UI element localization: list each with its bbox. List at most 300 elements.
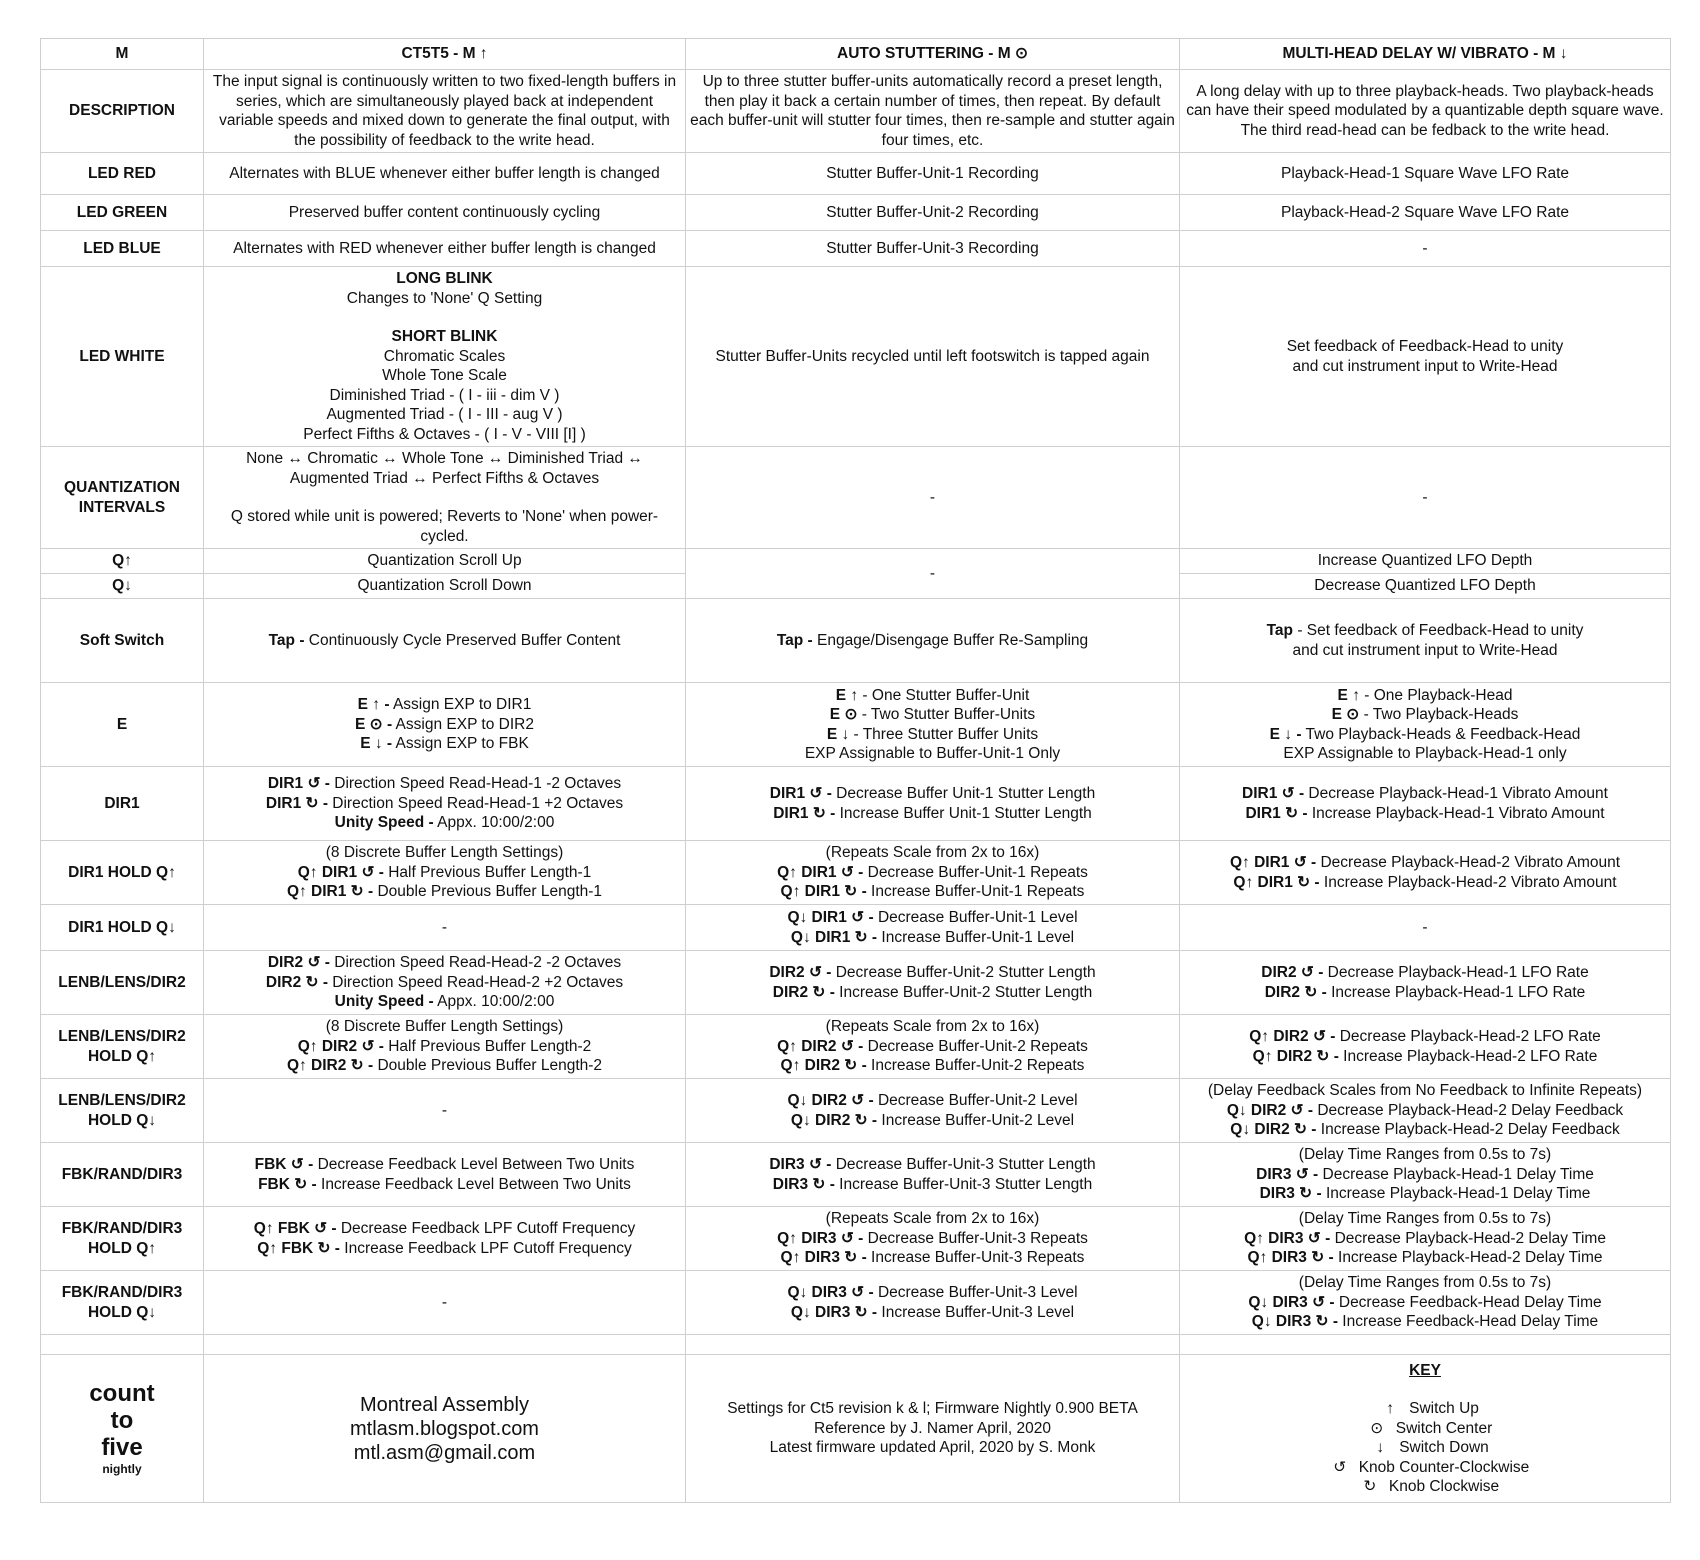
control-label: DIR2 ↻ - <box>265 973 328 991</box>
row-label <box>41 1079 204 1143</box>
cell-auto-stuttering: - <box>686 447 1180 549</box>
control-label: E ↓ <box>826 725 850 743</box>
cell-multi-head-delay <box>1180 599 1671 683</box>
control-label: DIR2 ↺ - <box>267 954 330 972</box>
cell-line <box>1184 1248 1666 1268</box>
cell-line: Set feedback of Feedback-Head to unity <box>1286 338 1564 355</box>
cell-line <box>690 1056 1175 1076</box>
version-notes <box>686 1355 1180 1503</box>
key-row <box>1184 1399 1666 1419</box>
row-label: LENB/LENS/DIR2 <box>41 951 204 1015</box>
cell-line <box>1184 1293 1666 1313</box>
cell-line <box>690 1303 1175 1323</box>
control-label: DIR3 ↺ - <box>769 1156 832 1173</box>
cell-ct5t5: - <box>204 1079 686 1143</box>
cell-ct5t5: Quantization Scroll Down <box>204 574 686 599</box>
cell-line <box>690 744 1175 764</box>
cell-text: Direction Speed Read-Head-1 +2 Octaves <box>327 794 624 812</box>
brand-word: to <box>110 1407 134 1434</box>
control-label: Q↑ DIR3 ↺ - <box>1244 1229 1331 1247</box>
brand-sub: nightly <box>102 1462 142 1476</box>
cell-text: (Delay Feedback Scales from No Feedback to Infinite Repeats) <box>1207 1082 1643 1100</box>
cell-auto-stuttering <box>686 951 1180 1015</box>
cell-ct5t5 <box>204 841 686 905</box>
cell-text: Decrease Playback-Head-2 Vibrato Amount <box>1316 854 1621 871</box>
cell-auto-stuttering <box>686 767 1180 841</box>
cell-multi-head-delay <box>1180 951 1671 1015</box>
cell-line <box>1184 983 1666 1003</box>
cell-line <box>690 1209 1175 1229</box>
cell-line: and cut instrument input to Write-Head <box>1292 641 1558 659</box>
control-label: DIR3 ↻ - <box>1259 1185 1322 1203</box>
control-label: Q↑ DIR1 ↺ - <box>1229 854 1317 871</box>
row-label: LED WHITE <box>41 267 204 447</box>
cell-text: Assign EXP to FBK <box>392 735 529 753</box>
control-label: E ⊙ - <box>355 715 393 733</box>
cell-ct5t5: Quantization Scroll Up <box>204 549 686 574</box>
cell-text: Direction Speed Read-Head-2 +2 Octaves <box>327 973 624 991</box>
cell-text: Increase Buffer-Unit-2 Level <box>877 1111 1075 1129</box>
cell-line <box>690 843 1175 863</box>
cell-line <box>1184 784 1666 804</box>
cell-line: Augmented Triad ↔ Perfect Fifths & Octaves <box>289 469 600 487</box>
cell-text: Increase Playback-Head-1 Vibrato Amount <box>1307 804 1605 822</box>
cell-text: Increase Playback-Head-2 Delay Feedback <box>1316 1121 1620 1139</box>
control-label: Unity Speed - <box>334 993 434 1011</box>
header-auto-stuttering: AUTO STUTTERING - M ⊙ <box>686 39 1180 70</box>
cell-line <box>690 1037 1175 1057</box>
cell-auto-stuttering: - <box>686 549 1180 599</box>
reference-table <box>40 38 1671 1503</box>
cell-ct5t5 <box>204 1143 686 1207</box>
row-spacer <box>41 1335 1671 1355</box>
row-label: Q↑ <box>41 549 204 574</box>
cell-line <box>1184 1101 1666 1121</box>
cell-line <box>1184 1165 1666 1185</box>
cell-text: Continuously Cycle Preserved Buffer Content <box>304 631 621 649</box>
cell-ct5t5 <box>204 767 686 841</box>
cell-text: Increase Buffer-Unit-1 Repeats <box>866 883 1085 901</box>
cell-line <box>690 882 1175 902</box>
cell-line <box>690 928 1175 948</box>
control-label: Q↑ DIR1 ↻ - <box>286 883 374 901</box>
control-label: DIR3 ↻ - <box>772 1175 835 1193</box>
control-label: E ⊙ <box>829 706 858 723</box>
control-label: Q↓ DIR2 ↺ - <box>787 1092 874 1109</box>
cell-text: Increase Playback-Head-1 LFO Rate <box>1326 983 1586 1001</box>
switch-down-icon: ↓ <box>1376 1439 1385 1456</box>
brand-word: count <box>89 1380 155 1407</box>
cell-line <box>1184 686 1666 706</box>
cell-auto-stuttering <box>686 1271 1180 1335</box>
cell-text: Increase Buffer-Unit-3 Repeats <box>866 1249 1085 1267</box>
control-label: DIR1 ↺ - <box>267 775 330 793</box>
control-label: DIR2 ↺ - <box>769 964 832 981</box>
row-label <box>41 1015 204 1079</box>
control-label: DIR1 ↻ - <box>773 804 836 822</box>
row-label <box>41 1207 204 1271</box>
cell-text: Double Previous Buffer Length-1 <box>373 883 603 901</box>
cell-line <box>208 882 681 902</box>
cell-line <box>690 784 1175 804</box>
notes-line: Latest firmware updated April, 2020 by S. Monk <box>769 1439 1096 1457</box>
cell-line: and cut instrument input to Write-Head <box>1292 357 1558 375</box>
cell-line <box>1184 1312 1666 1332</box>
cell-multi-head-delay <box>1180 767 1671 841</box>
row-dir1-hold-q-down <box>41 905 1671 951</box>
control-label: DIR2 ↻ - <box>772 983 835 1001</box>
cell-line <box>690 1155 1175 1175</box>
cell-auto-stuttering: Up to three stutter buffer-units automatically record a preset length, then play it back a certain number of times, then repeat. By default each buffer-unit will stutter four times, then re-sample and stutter again four times, etc. <box>686 70 1180 153</box>
cell-text: (Repeats Scale from 2x to 16x) <box>825 844 1040 862</box>
knob-clockwise-icon: ↻ <box>1363 1478 1377 1495</box>
cell-line <box>208 992 681 1012</box>
row-label-line: HOLD Q↓ <box>87 1303 157 1321</box>
cell-text: Decrease Playback-Head-2 Delay Time <box>1330 1229 1606 1247</box>
symbol-key <box>1180 1355 1671 1503</box>
key-row <box>1184 1419 1666 1439</box>
header-mode: M <box>41 39 204 70</box>
cell-text: Decrease Buffer-Unit-1 Repeats <box>863 863 1088 881</box>
cell-text: Decrease Playback-Head-1 LFO Rate <box>1323 964 1589 981</box>
control-label: DIR1 ↺ - <box>769 785 832 802</box>
cell-line: None ↔ Chromatic ↔ Whole Tone ↔ Diminished Triad ↔ <box>246 450 643 467</box>
cell-line <box>1184 804 1666 824</box>
key-row <box>1184 1438 1666 1458</box>
cell-text: Assign EXP to DIR1 <box>389 696 532 714</box>
row-label-line: LENB/LENS/DIR2 <box>58 1028 186 1045</box>
row-q-up <box>41 549 1671 574</box>
control-label: Q↑ DIR1 ↺ - <box>297 863 384 881</box>
cell-line: Q stored while unit is powered; Reverts to 'None' when power-cycled. <box>230 508 659 545</box>
control-label: E ↓ - <box>360 735 393 753</box>
control-label: Q↓ DIR2 ↻ - <box>790 1111 878 1129</box>
row-dir1 <box>41 767 1671 841</box>
cell-text: Double Previous Buffer Length-2 <box>373 1057 603 1075</box>
control-label: Q↑ DIR1 ↺ - <box>777 863 864 881</box>
cell-multi-head-delay: - <box>1180 231 1671 267</box>
cell-line <box>208 953 681 973</box>
cell-line <box>208 1239 681 1259</box>
cell-line <box>208 715 681 735</box>
cell-line <box>690 963 1175 983</box>
cell-text: - Two Stutter Buffer-Units <box>857 706 1036 723</box>
cell-text: (Delay Time Ranges from 0.5s to 7s) <box>1298 1274 1552 1292</box>
cell-ct5t5 <box>204 1015 686 1079</box>
cell-text: Decrease Playback-Head-2 Delay Feedback <box>1313 1101 1624 1119</box>
cell-auto-stuttering <box>686 1015 1180 1079</box>
cell-line <box>690 908 1175 928</box>
cell-line <box>208 774 681 794</box>
row-label <box>41 447 204 549</box>
short-blink-line: Whole Tone Scale <box>382 367 507 384</box>
cell-auto-stuttering <box>686 1143 1180 1207</box>
cell-ct5t5: - <box>204 905 686 951</box>
cell-line <box>1184 1027 1666 1047</box>
cell-text: - One Playback-Head <box>1359 686 1513 704</box>
control-label: DIR1 ↺ - <box>1242 785 1305 802</box>
cell-line <box>690 705 1175 725</box>
cell-text: Two Playback-Heads & Feedback-Head <box>1301 725 1581 743</box>
row-fbk-rand-dir3-hold-q-up <box>41 1207 1671 1271</box>
header-ct5t5: CT5T5 - M ↑ <box>204 39 686 70</box>
row-lenb-lens-dir2 <box>41 951 1671 1015</box>
control-label: Q↑ DIR1 ↻ - <box>1233 873 1320 891</box>
row-label-line: HOLD Q↑ <box>87 1239 157 1257</box>
cell-line <box>208 794 681 814</box>
cell-text: Decrease Buffer-Unit-2 Repeats <box>863 1037 1088 1055</box>
cell-line <box>1184 1120 1666 1140</box>
row-led-white <box>41 267 1671 447</box>
cell-multi-head-delay: - <box>1180 905 1671 951</box>
cell-auto-stuttering <box>686 905 1180 951</box>
control-label: Q↓ DIR3 ↻ - <box>790 1303 878 1321</box>
cell-text: Increase Feedback-Head Delay Time <box>1338 1313 1599 1331</box>
email-link[interactable]: mtl.asm@gmail.com <box>353 1441 536 1464</box>
row-label-line: HOLD Q↑ <box>87 1047 157 1065</box>
cell-text: Appx. 10:00/2:00 <box>433 993 555 1011</box>
cell-text: Increase Playback-Head-1 Delay Time <box>1321 1185 1591 1203</box>
cell-multi-head-delay <box>1180 683 1671 767</box>
row-label: DIR1 HOLD Q↓ <box>41 905 204 951</box>
cell-text: Increase Buffer-Unit-2 Stutter Length <box>834 983 1093 1001</box>
cell-text: Decrease Buffer-Unit-1 Level <box>873 909 1078 926</box>
row-label-line: LENB/LENS/DIR2 <box>58 1092 186 1109</box>
key-text: Knob Clockwise <box>1388 1478 1500 1495</box>
row-label-line: FBK/RAND/DIR3 <box>61 1220 183 1237</box>
cell-line <box>690 863 1175 883</box>
cell-auto-stuttering <box>686 683 1180 767</box>
key-list <box>1184 1399 1666 1497</box>
cell-ct5t5 <box>204 267 686 447</box>
switch-up-icon: ↑ <box>1386 1400 1394 1417</box>
cell-ct5t5 <box>204 683 686 767</box>
cell-line <box>690 804 1175 824</box>
cell-text: (Delay Time Ranges from 0.5s to 7s) <box>1298 1210 1552 1228</box>
website-link[interactable]: mtlasm.blogspot.com <box>350 1417 539 1440</box>
cell-text: Decrease Buffer-Unit-3 Repeats <box>863 1229 1088 1247</box>
cell-line <box>690 1248 1175 1268</box>
long-blink-text: Changes to 'None' Q Setting <box>346 289 543 307</box>
cell-ct5t5: - <box>204 1271 686 1335</box>
cell-ct5t5: The input signal is continuously written to two fixed-length buffers in series, which are simultaneously played back at independent variable speeds and mixed down to generate the final output, with the possibility of feedback to the write head. <box>204 70 686 153</box>
control-label: Q↑ DIR3 ↻ - <box>780 1249 867 1267</box>
cell-text: Increase Buffer-Unit-1 Level <box>877 928 1075 946</box>
cell-auto-stuttering: Stutter Buffer-Units recycled until left footswitch is tapped again <box>686 267 1180 447</box>
control-label: Q↓ DIR2 ↺ - <box>1226 1101 1314 1119</box>
key-row <box>1184 1458 1666 1478</box>
row-label: LED GREEN <box>41 195 204 231</box>
cell-line <box>1184 1081 1666 1101</box>
control-label: E ↑ - <box>357 696 390 714</box>
cell-text: Increase Buffer Unit-1 Stutter Length <box>835 804 1092 822</box>
cell-line <box>690 983 1175 1003</box>
control-label: Q↑ DIR2 ↻ - <box>286 1057 374 1075</box>
cell-line <box>208 1175 681 1195</box>
cell-text: Increase Buffer-Unit-2 Repeats <box>866 1057 1085 1075</box>
cell-text: - Set feedback of Feedback-Head to unity <box>1293 622 1584 639</box>
cell-text: Increase Feedback LPF Cutoff Frequency <box>339 1239 632 1257</box>
cell-text: Decrease Buffer-Unit-3 Stutter Length <box>831 1156 1096 1173</box>
cell-text: Increase Playback-Head-2 Delay Time <box>1333 1249 1603 1267</box>
row-quantization-intervals <box>41 447 1671 549</box>
cell-multi-head-delay <box>1180 841 1671 905</box>
row-soft-switch <box>41 599 1671 683</box>
row-label-line: HOLD Q↓ <box>87 1111 157 1129</box>
switch-center-icon: ⊙ <box>1370 1419 1384 1437</box>
control-label: Q↑ DIR2 ↺ - <box>297 1037 384 1055</box>
control-label: DIR2 ↻ - <box>1264 983 1327 1001</box>
control-label: Q↑ FBK ↺ - <box>253 1220 337 1237</box>
control-label: Q↑ DIR3 ↻ - <box>1247 1249 1334 1267</box>
row-label: DESCRIPTION <box>41 70 204 153</box>
cell-multi-head-delay <box>1180 1271 1671 1335</box>
cell-auto-stuttering: Stutter Buffer-Unit-1 Recording <box>686 153 1180 195</box>
key-row <box>1184 1477 1666 1497</box>
cell-line <box>690 1111 1175 1131</box>
key-text: Switch Center <box>1395 1419 1493 1437</box>
cell-text: Decrease Playback-Head-2 LFO Rate <box>1335 1028 1601 1045</box>
cell-line <box>1184 1184 1666 1204</box>
row-label: DIR1 <box>41 767 204 841</box>
row-led-blue <box>41 231 1671 267</box>
row-label-line: INTERVALS <box>78 498 166 516</box>
cell-line <box>690 1229 1175 1249</box>
cell-text: EXP Assignable to Buffer-Unit-1 Only <box>804 745 1061 762</box>
row-label: Q↓ <box>41 574 204 599</box>
key-text: Switch Down <box>1399 1439 1489 1456</box>
tap-label: Tap - <box>268 631 305 649</box>
short-blink-line: Perfect Fifths & Octaves - ( I - V - VIII [I] ) <box>303 425 586 443</box>
row-fbk-rand-dir3 <box>41 1143 1671 1207</box>
row-label: E <box>41 683 204 767</box>
cell-multi-head-delay: Decrease Quantized LFO Depth <box>1180 574 1671 599</box>
cell-text: Appx. 10:00/2:00 <box>433 814 555 832</box>
cell-multi-head-delay <box>1180 1143 1671 1207</box>
cell-line <box>690 686 1175 706</box>
control-label: Q↑ DIR2 ↻ - <box>1252 1047 1339 1065</box>
cell-ct5t5 <box>204 1207 686 1271</box>
cell-text: Increase Feedback Level Between Two Units <box>316 1175 631 1193</box>
cell-ct5t5 <box>204 447 686 549</box>
cell-line <box>1184 963 1666 983</box>
row-label: FBK/RAND/DIR3 <box>41 1143 204 1207</box>
short-blink-line: Chromatic Scales <box>383 347 506 365</box>
row-lenb-lens-dir2-hold-q-up <box>41 1015 1671 1079</box>
control-label: Q↑ DIR1 ↻ - <box>780 883 867 901</box>
cell-multi-head-delay: Increase Quantized LFO Depth <box>1180 549 1671 574</box>
cell-line <box>208 695 681 715</box>
cell-text: Direction Speed Read-Head-2 -2 Octaves <box>329 954 622 972</box>
cell-text: Increase Playback-Head-2 LFO Rate <box>1338 1047 1598 1065</box>
cell-text: Decrease Buffer Unit-1 Stutter Length <box>831 785 1096 802</box>
control-label: Q↓ DIR1 ↺ - <box>787 909 874 926</box>
cell-text: Direction Speed Read-Head-1 -2 Octaves <box>329 775 622 793</box>
control-label: E ↓ - <box>1269 725 1302 743</box>
cell-multi-head-delay <box>1180 267 1671 447</box>
long-blink-title: LONG BLINK <box>396 270 493 287</box>
cell-multi-head-delay: Playback-Head-2 Square Wave LFO Rate <box>1180 195 1671 231</box>
cell-text: - One Stutter Buffer-Unit <box>858 686 1030 704</box>
control-label: DIR1 ↻ - <box>1245 804 1308 822</box>
cell-text: Half Previous Buffer Length-1 <box>383 863 592 881</box>
row-led-red <box>41 153 1671 195</box>
cell-text: Decrease Playback-Head-1 Vibrato Amount <box>1304 785 1608 802</box>
row-led-green <box>41 195 1671 231</box>
cell-line <box>208 843 681 863</box>
cell-line <box>1184 1229 1666 1249</box>
row-label: LED BLUE <box>41 231 204 267</box>
control-label: Q↓ DIR2 ↻ - <box>1230 1121 1317 1139</box>
cell-multi-head-delay: Playback-Head-1 Square Wave LFO Rate <box>1180 153 1671 195</box>
cell-line <box>1184 1047 1666 1067</box>
cell-line <box>208 813 681 833</box>
cell-line <box>1184 725 1666 745</box>
cell-line <box>208 1155 681 1175</box>
cell-line <box>1184 705 1666 725</box>
company-name: Montreal Assembly <box>360 1393 529 1416</box>
cell-text: Decrease Buffer-Unit-2 Stutter Length <box>831 964 1096 981</box>
cell-multi-head-delay <box>1180 1207 1671 1271</box>
key-text: Switch Up <box>1409 1400 1479 1417</box>
cell-text: - Three Stutter Buffer Units <box>849 725 1039 743</box>
control-label: Q↑ DIR2 ↻ - <box>780 1057 867 1075</box>
row-label: LED RED <box>41 153 204 195</box>
tap-label: Tap - <box>776 631 813 649</box>
cell-text: (Delay Time Ranges from 0.5s to 7s) <box>1298 1146 1552 1164</box>
control-label: DIR1 ↻ - <box>265 794 328 812</box>
cell-text: Decrease Feedback LPF Cutoff Frequency <box>336 1220 636 1237</box>
cell-line <box>1184 744 1666 764</box>
cell-text: (Repeats Scale from 2x to 16x) <box>825 1210 1040 1228</box>
control-label: Q↓ DIR3 ↺ - <box>1248 1293 1335 1311</box>
cell-line <box>208 1037 681 1057</box>
cell-text: Increase Playback-Head-2 Vibrato Amount <box>1319 873 1617 891</box>
cell-text: Decrease Feedback Level Between Two Units <box>313 1156 635 1173</box>
control-label: Q↑ DIR2 ↺ - <box>777 1037 864 1055</box>
tap-label: Tap <box>1266 622 1294 639</box>
cell-multi-head-delay <box>1180 1079 1671 1143</box>
cell-line <box>208 863 681 883</box>
cell-text: Increase Buffer-Unit-3 Level <box>877 1303 1075 1321</box>
row-description <box>41 70 1671 153</box>
row-footer <box>41 1355 1671 1503</box>
cell-text: Decrease Feedback-Head Delay Time <box>1334 1293 1602 1311</box>
cell-ct5t5 <box>204 951 686 1015</box>
cell-text: Decrease Buffer-Unit-3 Level <box>873 1284 1078 1301</box>
control-label: E ↑ <box>1337 686 1360 704</box>
cell-auto-stuttering <box>686 841 1180 905</box>
cell-text: Decrease Playback-Head-1 Delay Time <box>1318 1165 1594 1183</box>
cell-ct5t5: Preserved buffer content continuously cycling <box>204 195 686 231</box>
cell-multi-head-delay: A long delay with up to three playback-heads. Two playback-heads can have their speed modulated by a quantizable depth square wave. The third read-head can be fedback to the write head. <box>1180 70 1671 153</box>
cell-auto-stuttering <box>686 599 1180 683</box>
row-label-line: QUANTIZATION <box>64 479 180 496</box>
cell-text: - Two Playback-Heads <box>1359 706 1519 723</box>
cell-text: (8 Discrete Buffer Length Settings) <box>325 1018 564 1036</box>
control-label: FBK ↻ - <box>258 1175 317 1193</box>
cell-auto-stuttering <box>686 1079 1180 1143</box>
control-label: Q↑ DIR3 ↺ - <box>777 1229 864 1247</box>
notes-line: Reference by J. Namer April, 2020 <box>814 1419 1051 1437</box>
cell-multi-head-delay: - <box>1180 447 1671 549</box>
short-blink-line: Augmented Triad - ( I - III - aug V ) <box>326 406 563 423</box>
row-dir1-hold-q-up <box>41 841 1671 905</box>
brand-word: five <box>101 1434 143 1461</box>
cell-text: Decrease Buffer-Unit-2 Level <box>873 1092 1078 1109</box>
cell-ct5t5: Alternates with BLUE whenever either buffer length is changed <box>204 153 686 195</box>
header-multi-head-delay: MULTI-HEAD DELAY W/ VIBRATO - M ↓ <box>1180 39 1671 70</box>
